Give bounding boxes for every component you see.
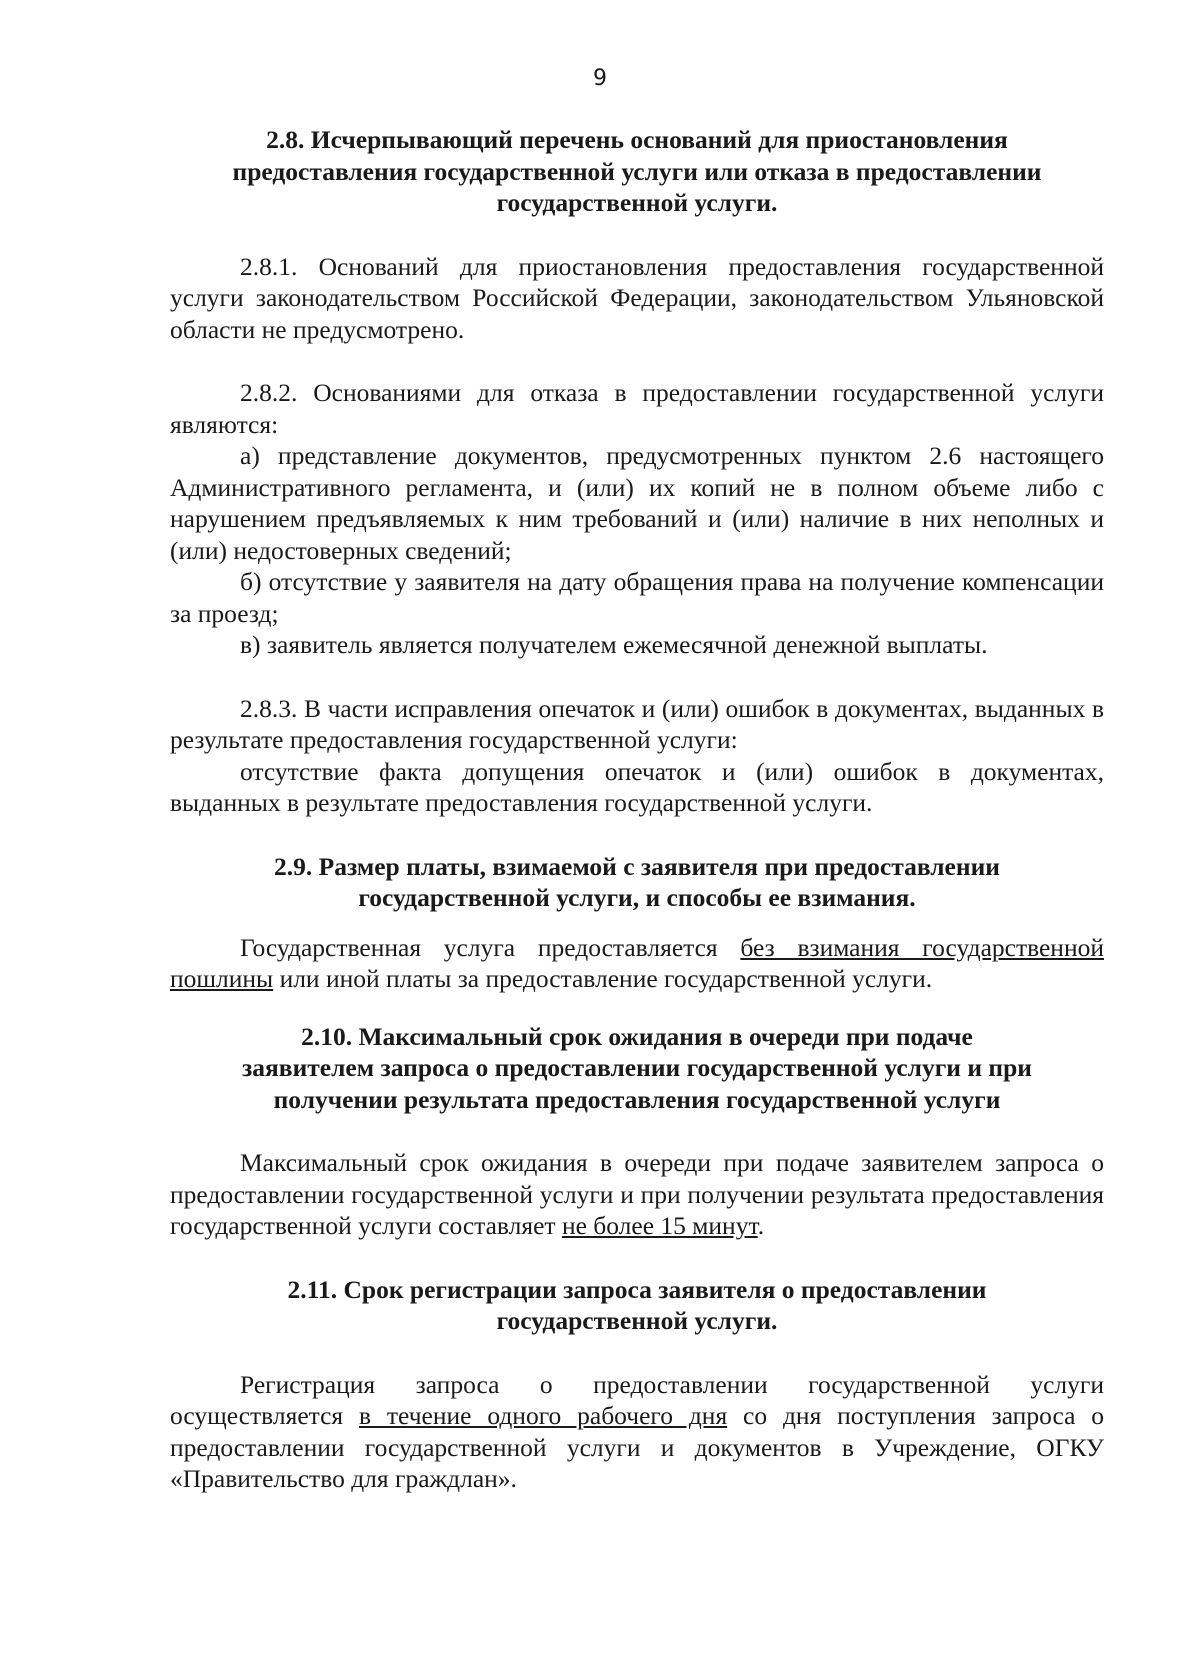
paragraph-2-11 — [170, 1369, 1104, 1495]
page-number: 9 — [593, 66, 607, 91]
heading-line: 2.11. Срок регистрации запроса заявителя о предоставлении — [287, 1274, 987, 1304]
paragraph-2-10 — [170, 1147, 1104, 1242]
paragraph-2-8-2-v: в) заявитель является получателем ежемесячной денежной выплаты. — [240, 630, 988, 659]
paragraph-2-8-3-body: отсутствие факта допущения опечаток и (или) ошибок в документах, выданных в результате предоставления государственной услуги. — [170, 756, 1104, 817]
text-run: со дня поступления запроса о предоставлении государственной услуги и документов в Учреждение, ОГКУ «Правительство для граждлан». — [170, 1401, 1105, 1493]
text-run: Регистрация запроса о предоставлении государственной услуги осуществляется — [170, 1369, 1104, 1430]
underlined-text: не более 15 минут — [561, 1211, 758, 1240]
paragraph-2-8-1: 2.8.1. Оснований для приостановления предоставления государственной услуги законодательством Российской Федерации, законодательством Ульяновской области не предусмотрено. — [170, 251, 1104, 344]
section-2-8-heading — [170, 124, 1104, 219]
section-2-8 — [170, 124, 1104, 819]
text-run: или иной платы за предоставление государственной услуги. — [273, 964, 933, 993]
section-2-9-heading — [170, 851, 1104, 914]
underlined-text: без взимания государственной пошлины — [170, 932, 1104, 993]
section-2-10 — [170, 1021, 1104, 1242]
heading-line: государственной услуги. — [496, 188, 778, 217]
paragraph-2-8-2-intro: 2.8.2. Основаниями для отказа в предоставлении государственной услуги являются: — [170, 378, 1104, 439]
heading-line: получении результата предоставления государственной услуги — [273, 1084, 1001, 1114]
text-run: . — [757, 1211, 765, 1240]
section-2-11 — [170, 1274, 1104, 1495]
underlined-text: в течение одного рабочего дня — [359, 1401, 728, 1430]
heading-line: 2.8. Исчерпывающий перечень оснований для приостановления — [266, 125, 1008, 154]
document-body — [170, 124, 1104, 1495]
heading-line: государственной услуги, и способы ее взимания. — [358, 883, 916, 912]
heading-line: 2.10. Максимальный срок ожидания в очереди при подаче — [301, 1021, 973, 1051]
heading-line: государственной услуги. — [496, 1306, 778, 1335]
paragraph-2-9 — [170, 932, 1104, 995]
section-2-9 — [170, 851, 1104, 995]
text-run: Максимальный срок ожидания в очереди при подаче заявителем запроса о предоставлении государственной услуги и при получении результата предоставления государственной услуги составляет — [170, 1148, 1104, 1240]
paragraph-2-8-2-b: б) отсутствие у заявителя на дату обращения права на получение компенсации за проезд; — [170, 567, 1104, 628]
text-run: Государственная услуга предоставляется — [240, 932, 741, 962]
section-2-10-heading — [170, 1021, 1104, 1116]
paragraph-2-8-3-intro: 2.8.3. В части исправления опечаток и (или) ошибок в документах, выданных в результате предоставления государственной услуги: — [170, 693, 1104, 754]
heading-line: 2.9. Размер платы, взимаемой с заявителя при предоставлении — [274, 851, 1000, 881]
paragraph-2-8-2-a: а) представление документов, предусмотренных пунктом 2.6 настоящего Административного регламента, и (или) их копий не в полном объеме либо с нарушением предъявляемых к ним требований и (или) наличие в них неполных и (или) недостоверных сведений; — [170, 441, 1104, 565]
heading-line: предоставления государственной услуги или отказа в предоставлении — [232, 156, 1042, 186]
heading-line: заявителем запроса о предоставлении государственной услуги и при — [242, 1053, 1032, 1082]
section-2-11-heading — [170, 1274, 1104, 1337]
